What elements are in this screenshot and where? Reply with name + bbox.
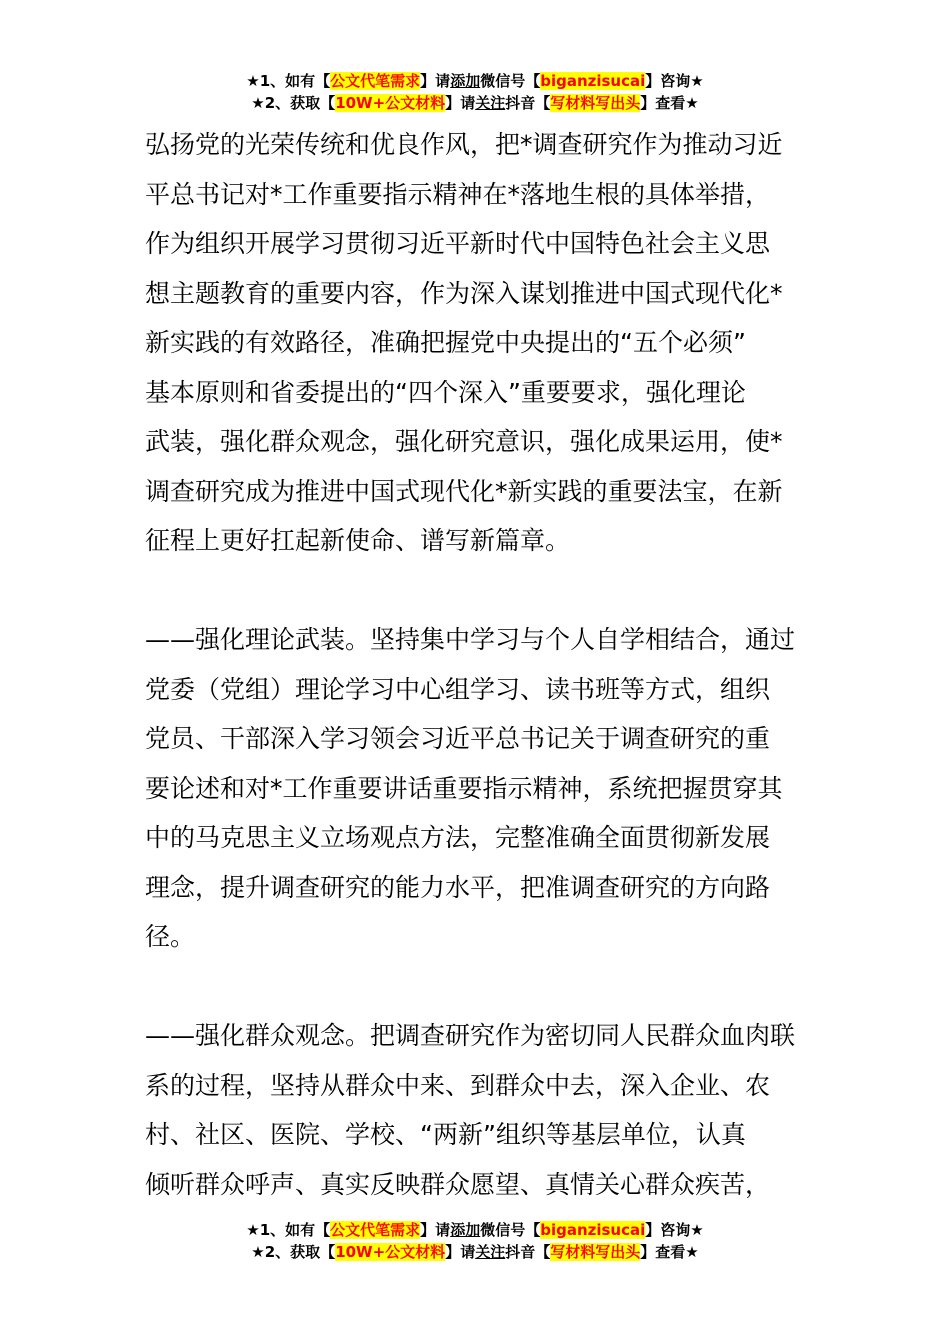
text-line: 作为组织开展学习贯彻习近平新时代中国特色社会主义思 [145,229,771,258]
text-line: 弘扬党的光荣传统和优良作风，把*调查研究作为推动习近 [145,130,783,159]
banner-line-1: ★1、如有【公文代笔需求】请添加微信号【biganzisucai】咨询★ [246,1221,704,1239]
text-line: 调查研究成为推进中国式现代化*新实践的重要法宝，在新 [145,476,783,506]
text-line: 新实践的有效路径，准确把握党中央提出的“五个必须” [145,328,746,357]
highlight-service: 公文代笔需求 [330,72,421,90]
highlight-materials: 10W+公文材料 [335,1243,446,1261]
text-line: 倾听群众呼声、真实反映群众愿望、真情关心群众疾苦， [145,1169,771,1199]
paragraph-masses [145,1011,813,1209]
paragraph-theory [145,615,813,962]
footer-banner [0,1219,950,1263]
text-line: 径。 [145,922,196,951]
text-line: 党委（党组）理论学习中心组学习、读书班等方式，组织 [145,674,771,704]
banner-line-2: ★2、获取【10W+公文材料】请关注抖音【写材料写出头】查看★ [251,94,699,112]
highlight-douyin-id: 写材料写出头 [550,1243,641,1261]
highlight-wechat-id: biganzisucai [540,72,646,90]
text-line: 中的马克思主义立场观点方法，完整准确全面贯彻新发展 [145,823,771,852]
text-line: ——强化群众观念。把调查研究作为密切同人民群众血肉联 [145,1021,796,1050]
text-line: 村、社区、医院、学校、“两新”组织等基层单位，认真 [145,1120,746,1149]
paragraph-gap [145,962,813,1012]
text-line: 想主题教育的重要内容，作为深入谋划推进中国式现代化* [145,278,783,308]
text-line: 基本原则和省委提出的“四个深入”重要要求，强化理论 [145,377,746,407]
text-line: 要论述和对*工作重要讲话重要指示精神，系统把握贯穿其 [145,773,783,803]
text-line: 征程上更好扛起新使命、谱写新篇章。 [145,526,571,555]
highlight-wechat-id: biganzisucai [540,1221,646,1239]
document-body [145,120,813,1209]
text-line: 平总书记对*工作重要指示精神在*落地生根的具体举措， [145,179,771,209]
banner-line-1: ★1、如有【公文代笔需求】请添加微信号【biganzisucai】咨询★ [246,72,704,90]
paragraph-gap [145,566,813,616]
highlight-materials: 10W+公文材料 [335,94,446,112]
text-line: 武装，强化群众观念，强化研究意识，强化成果运用，使* [145,427,783,456]
highlight-service: 公文代笔需求 [330,1221,421,1239]
highlight-douyin-id: 写材料写出头 [550,94,641,112]
text-line: 系的过程，坚持从群众中来、到群众中去，深入企业、农 [145,1070,771,1100]
text-line: 理念，提升调查研究的能力水平，把准调查研究的方向路 [145,872,771,902]
paragraph-1 [145,120,813,566]
header-banner [0,70,950,114]
text-line: 党员、干部深入学习领会习近平总书记关于调查研究的重 [145,724,771,753]
banner-line-2: ★2、获取【10W+公文材料】请关注抖音【写材料写出头】查看★ [251,1243,699,1261]
text-line: ——强化理论武装。坚持集中学习与个人自学相结合，通过 [145,625,796,654]
